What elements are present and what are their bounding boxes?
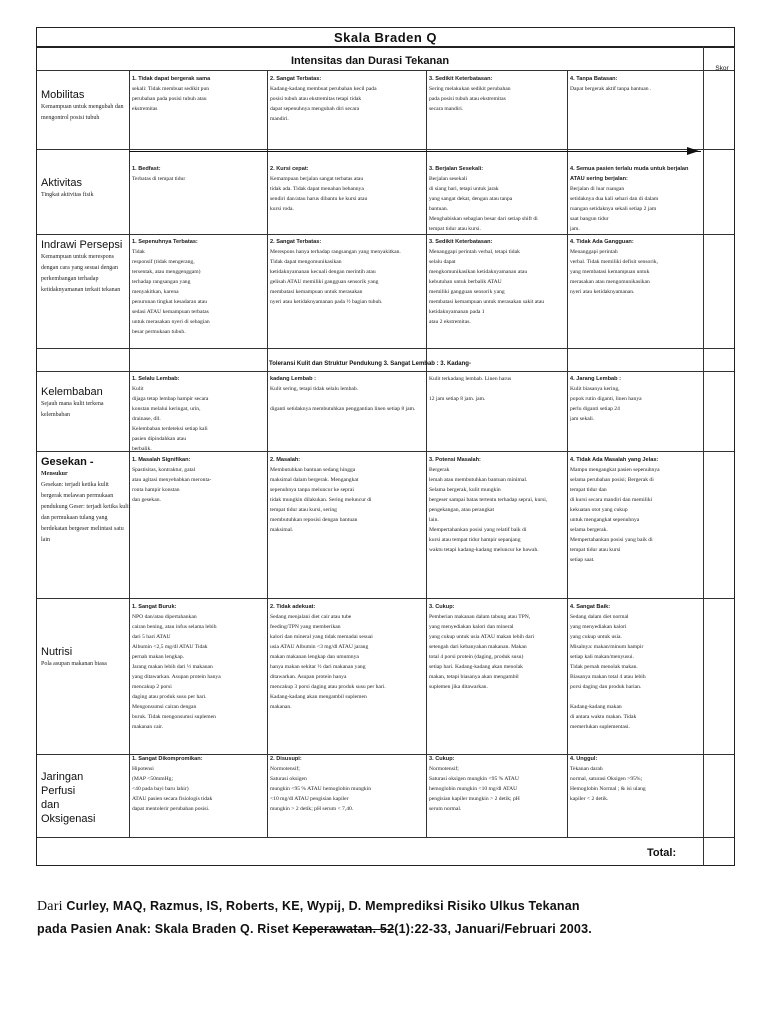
cell-line: Kulit sering, tetapi tidak selalu lembab. <box>270 386 359 392</box>
score-cell-indrawi-4 <box>570 237 700 297</box>
cell-heading: 3. Cukup: <box>429 604 455 610</box>
cell-line: bergeser sampai batas tertentu terhadap seprai, kursi, <box>429 497 548 503</box>
cell-line: membatasi kemampuan untuk merasakan sakit atau <box>429 299 545 305</box>
total-label: Total: <box>647 847 677 859</box>
cell-line: ronta hampir konstan <box>132 487 180 493</box>
cell-line: normal, saturasi Oksigen >95%; <box>570 776 643 782</box>
cell-line: Saturasi oksigen mungkin <95 % ATAU <box>429 776 519 782</box>
cell-heading: 4. Unggul: <box>570 756 598 762</box>
cell-line: 12 jam setiap 8 jam. jam. <box>429 396 486 402</box>
cell-line: Berjalan di luar ruangan <box>570 186 625 192</box>
cell-line: membutuhkan reposisi dengan bantuan <box>270 517 358 523</box>
score-cell-mobilitas-1 <box>132 74 264 114</box>
cell-line: Hipotensi <box>132 766 154 772</box>
score-cell-aktivitas-3 <box>429 164 565 234</box>
cell-line: pengekangan, atau perangkat <box>429 507 495 513</box>
cell-line: Hemoglobin Normal ; & isi ulang <box>570 786 646 792</box>
cell-heading: 2. Disusupi: <box>270 756 302 762</box>
cell-line: ruangan setidaknya sekali setiap 2 jam <box>570 206 657 212</box>
cell-line: makan makanan lengkap dan umumnya <box>270 654 359 660</box>
cell-line: mungkin > 2 detik; pH serum < 7,40. <box>270 806 354 812</box>
cell-line: tidak ada. Tidak dapat menahan bebannya <box>270 186 364 192</box>
score-cell-kelembaban-4 <box>570 374 700 424</box>
cell-line <box>270 394 424 404</box>
cell-line: jam. <box>570 226 580 232</box>
cell-line: Sering melakukan sedikit perubahan <box>429 86 511 92</box>
cell-line: (MAP <50mmHg; <box>132 776 174 782</box>
row-divider <box>37 348 734 349</box>
cell-line: saat bangun tidur <box>570 216 609 222</box>
cell-line: Pemberian makanan dalam tabung atau TPN, <box>429 614 531 620</box>
cell-line: NPO dan/atau dipertahankan <box>132 614 197 620</box>
cell-line: kebutuhan untuk berbalik ATAU <box>429 279 502 285</box>
score-cell-mobilitas-3 <box>429 74 565 114</box>
cell-line: nyeri atau ketidaknyamanan pada ½ bagian tubuh. <box>270 299 383 305</box>
cell-line: Kadang-kadang makan <box>570 704 622 710</box>
row-header-mobilitas: Mobilitas Kemampuan untuk mengubah dan mengontrol posisi tubuh <box>41 89 124 121</box>
cell-heading: 4. Tanpa Batasan: <box>570 76 618 82</box>
score-cell-nutrisi-2 <box>270 602 424 712</box>
cell-line: dapat mentolerir perubahan posisi. <box>132 806 210 812</box>
cell-heading: 2. Kursi cepat: <box>270 166 309 172</box>
cell-line: daging atau produk susu per hari. <box>132 694 207 700</box>
cell-line: Jarang makan lebih dari ½ makanan <box>132 664 213 670</box>
cell-line: Mempertahankan posisi yang relatif baik di <box>429 527 527 533</box>
cell-line: Kadang-kadang membuat perubahan kecil pada <box>270 86 377 92</box>
cell-line: menyakitkan, karena <box>132 289 179 295</box>
cell-line: mencakup 3 porsi daging atau produk susu per hari. <box>270 684 386 690</box>
column-divider <box>567 70 568 837</box>
cell-line: di kursi secara mandiri dan memiliki <box>570 497 653 503</box>
score-column-divider <box>703 46 704 866</box>
cell-line: mungkin <95 % ATAU hemoglobin mungkin <box>270 786 372 792</box>
cell-line: Kulit biasanya kering, <box>570 386 620 392</box>
score-cell-indrawi-3 <box>429 237 565 327</box>
cell-line: penurunan tingkat kesadaran atau <box>132 299 208 305</box>
cell-line: besar permukaan tubuh. <box>132 329 186 335</box>
cell-line: ditawarkan. Asupan protein hanya <box>270 674 347 680</box>
cell-line: selalu dapat <box>429 259 456 265</box>
cell-heading: 3. Cukup: <box>429 756 455 762</box>
cell-line: Normotensif; <box>429 766 459 772</box>
cell-line: buruk. Tidak mengonsumsi suplemen <box>132 714 216 720</box>
score-cell-gesekan-3 <box>429 455 565 555</box>
cell-line: posisi tubuh atau ekstremitas tetapi tidak <box>270 96 362 102</box>
cell-heading: 3. Potensi Masalah: <box>429 457 481 463</box>
cell-line: pernah makan lengkap. <box>132 654 185 660</box>
cell-line: pada posisi tubuh atau ekstremitas <box>429 96 506 102</box>
cell-line: bantuan. <box>429 206 449 212</box>
cell-line: sendiri dan/atau harus dibantu ke kursi atau <box>270 196 368 202</box>
cell-line: memerlukan suplementasi. <box>570 724 630 730</box>
cell-line: mengkomunikasikan ketidaknyamanan atau <box>429 269 528 275</box>
cell-line: ekstremitas <box>132 106 158 112</box>
title-divider <box>37 46 734 48</box>
cell-line: makanan cair. <box>132 724 164 730</box>
cell-line: untuk merasakan nyeri di sebagian <box>132 319 210 325</box>
cell-line: tempat tidur atau kursi <box>570 547 621 553</box>
table-subtitle: Intensitas dan Durasi Tekanan <box>290 55 450 67</box>
cell-line: kekuatan otot yang cukup <box>570 507 628 513</box>
score-cell-jaringan-3 <box>429 754 565 814</box>
cell-line: kalori dan mineral yang tidak memadai sesuai <box>270 634 373 640</box>
row-header-aktivitas: Aktivitas Tingkat aktivitas fisik <box>41 177 94 198</box>
cell-heading: 2. Sangat Terbatas: <box>270 239 322 245</box>
cell-line: Merespons hanya terhadap rangsangan yang menyakitkan. <box>270 249 401 255</box>
row-header-jaringan: Jaringan Perfusi dan Oksigenasi <box>41 771 96 825</box>
cell-line: Saturasi oksigen <box>270 776 307 782</box>
score-cell-nutrisi-3 <box>429 602 565 692</box>
cell-line: Berjalan sesekali <box>429 176 468 182</box>
cell-line: Bergerak <box>429 467 450 473</box>
cell-heading: 1. Selalu Lembab: <box>132 376 180 382</box>
score-cell-aktivitas-2 <box>270 164 424 214</box>
cell-line: Biasanya makan total 4 atau lebih <box>570 674 646 680</box>
arrow-right-icon <box>687 147 699 155</box>
cell-heading: 2. Sangat Terbatas: <box>270 76 322 82</box>
cell-line: Kulit terkadang lembab. Linen harus <box>429 376 512 382</box>
cell-line: di siang hari, tetapi untuk jarak <box>429 186 499 192</box>
page-title: Skala Braden Q <box>333 30 438 45</box>
row-divider <box>37 837 734 838</box>
cell-line: Mempertahankan posisi yang baik di <box>570 537 653 543</box>
cell-line: Terbatas di tempat tidur <box>132 176 186 182</box>
cell-line: secara mandiri. <box>429 106 464 112</box>
cell-line: berbalik. <box>132 446 152 450</box>
cell-line: yang cukup untuk usia ATAU makan lebih dari <box>429 634 535 640</box>
cell-line: pasien dipindahkan atau <box>132 436 187 442</box>
cell-line: Menanggapi perintah <box>570 249 618 255</box>
cell-heading: 1. Sangat Dikompromikan: <box>132 756 203 762</box>
cell-line: Selama bergerak, kulit mungkin <box>429 487 501 493</box>
cell-line: verbal. Tidak memiliki defisit sensorik, <box>570 259 658 265</box>
cell-line: Mengonsumsi cairan dengan <box>132 704 197 710</box>
cell-line: membatasi kemampuan untuk merasakan <box>270 289 363 295</box>
cell-line: drainase, dll. <box>132 416 161 422</box>
score-cell-aktivitas-4 <box>570 164 700 234</box>
cell-line: Tidak pernah menolak makan. <box>570 664 638 670</box>
score-cell-mobilitas-2 <box>270 74 424 124</box>
cell-line: kapiler < 2 detik. <box>570 796 609 802</box>
score-cell-indrawi-2 <box>270 237 424 307</box>
cell-line: setiap kali makan/menyusui. <box>570 654 634 660</box>
cell-line: responsif (tidak mengerang, <box>132 259 195 265</box>
cell-line: Kemampuan berjalan sangat terbatas atau <box>270 176 364 182</box>
cell-line: makanan. <box>270 704 292 710</box>
score-cell-mobilitas-4 <box>570 74 700 94</box>
citation: Dari Curley, MAQ, Razmus, IS, Roberts, KE, Wypij, D. Memprediksi Risiko Ulkus Tekanan pada Pasien Anak: Skala Braden Q. Riset Keperawatan. 52(1):22-33, Januari/Februari 2003. <box>37 899 592 936</box>
cell-line: waktu tetapi kadang-kadang meluncur ke bawah. <box>429 547 539 553</box>
cell-heading: 4. Tidak Ada Masalah yang Jelas: <box>570 457 659 463</box>
cell-line: memiliki gangguan sensorik yang <box>429 289 505 295</box>
cell-heading: 3. Berjalan Sesekali: <box>429 166 484 172</box>
cell-line: lain. <box>429 517 439 523</box>
cell-heading: 1. Tidak dapat bergerak sama <box>132 76 211 82</box>
cell-line: kursi atau tempat tidur hampir sepanjang <box>429 537 521 543</box>
cell-line: merasakan atau mengomunikasikan <box>570 279 650 285</box>
cell-line: tempat tidur atau kursi. <box>429 226 481 232</box>
cell-line: Menghabiskan sebagian besar dari setiap shift di <box>429 216 538 222</box>
cell-line: di antara waktu makan. Tidak <box>570 714 637 720</box>
cell-line: Tidak dapat mengomunikasikan <box>270 259 342 265</box>
cell-line: gelisah ATAU memiliki gangguan sensorik yang <box>270 279 379 285</box>
cell-line: Tidak <box>132 249 145 255</box>
score-cell-kelembaban-3 <box>429 374 565 404</box>
cell-line: jam sekali. <box>570 416 595 422</box>
row-header-indrawi: Indrawi Persepsi Kemampuan untuk merespons dengan cara yang sesuai dengan perkembangan terhadap ketidaknyamanan terkait tekanan <box>41 239 123 293</box>
cell-line: feeding/TPN yang memberikan <box>270 624 341 630</box>
cell-line <box>429 384 565 394</box>
cell-line: tempat tidur atau kursi, sering <box>270 507 337 513</box>
cell-line: usia ATAU Albumin <3 mg/dl ATAU jarang <box>270 644 369 650</box>
cell-line: porsi daging dan produk harian. <box>570 684 642 690</box>
cell-line: yang ditawarkan. Asupan protein hanya <box>132 674 221 680</box>
cell-line: hemoglobin mungkin <10 mg/dl ATAU <box>429 786 518 792</box>
cell-line: dapat sepenuhnya mengubah diri secara <box>270 106 360 112</box>
braden-q-table <box>36 27 735 866</box>
cell-line: makan, tetapi biasanya akan mengambil <box>429 674 519 680</box>
row-divider <box>37 234 734 235</box>
cell-heading: 1. Sepenuhnya Terbatas: <box>132 239 198 245</box>
cell-heading: 4. Semua pasien terlalu muda untuk berjalan ATAU sering berjalan: <box>570 166 689 182</box>
cell-line: ATAU pasien secara fisiologis tidak <box>132 796 213 802</box>
score-cell-gesekan-4 <box>570 455 700 565</box>
cell-line: total 4 porsi protein (daging, produk susu) <box>429 654 524 660</box>
score-header: Skor <box>715 65 729 72</box>
row-divider <box>37 371 734 372</box>
cell-line: yang menyediakan kalori dan mineral <box>429 624 514 630</box>
column-divider <box>426 70 427 837</box>
score-cell-jaringan-4 <box>570 754 700 804</box>
cell-heading: 4. Tidak Ada Gangguan: <box>570 239 634 245</box>
cell-line: Kadang-kadang akan mengambil suplemen <box>270 694 367 700</box>
cell-line: Dapat bergerak aktif tanpa bantuan . <box>570 86 652 92</box>
cell-line: atau 2 ekstremitas. <box>429 319 471 325</box>
cell-line: mencakup 2 porsi <box>132 684 172 690</box>
cell-line: maksimal dalam bergerak. Mengangkat <box>270 477 359 483</box>
score-cell-nutrisi-1 <box>132 602 264 732</box>
cell-line: Menanggapi perintah verbal, tetapi tidak <box>429 249 520 255</box>
column-divider <box>267 70 268 837</box>
cell-line: Sedang dalam diet normal <box>570 614 629 620</box>
cell-line: yang menyediakan kalori <box>570 624 627 630</box>
cell-line: tidak mungkin dilakukan. Sering meluncur di <box>270 497 372 503</box>
cell-heading: 1. Sangat Buruk: <box>132 604 177 610</box>
cell-line: yang sangat dekat, dengan atau tanpa <box>429 196 513 202</box>
cell-line: nyeri atau ketidaknyamanan. <box>570 289 635 295</box>
tolerance-label: Toleransi Kulit dan Struktur Pendukung 3. Sangat Lembab : 3. Kadang- <box>269 361 471 367</box>
score-cell-indrawi-1 <box>132 237 264 337</box>
row-header-gesekan: Gesekan - Mensukur Gesekan: terjadi ketika kulit bergerak melawan permukaan pendukung Geser: terjadi ketika kulit dan permukaan tulang yang berdekatan bergeser melintasi satu lain <box>41 456 131 543</box>
cell-line: Spastisitas, kontraktur, gatal <box>132 467 196 473</box>
cell-line: Mampu mengangkat pasien sepenuhnya <box>570 467 660 473</box>
cell-line: dan gesekan. <box>132 497 161 503</box>
cell-line: kursi roda. <box>270 206 294 212</box>
score-cell-gesekan-1 <box>132 455 264 505</box>
cell-line: yang cukup untuk usia. <box>570 634 622 640</box>
cell-line: <40 pada bayi baru lahir) <box>132 786 189 792</box>
cell-line: setiap hari. Kadang-kadang akan menolak <box>429 664 523 670</box>
cell-line: lemah atau membutuhkan bantuan minimal. <box>429 477 528 483</box>
cell-line: terhadap rangsangan yang <box>132 279 191 285</box>
cell-line: selama perubahan posisi; Bergerak di <box>570 477 654 483</box>
score-cell-aktivitas-1 <box>132 164 264 184</box>
cell-line: Misalnya: makan/minum hampir <box>570 644 644 650</box>
cell-line: sepenuhnya tanpa meluncur ke seprai <box>270 487 354 493</box>
cell-heading: 1. Masalah Signifikan: <box>132 457 191 463</box>
cell-line: untuk mengangkat sepenuhnya <box>570 517 640 523</box>
cell-heading: 2. Tidak adekuat: <box>270 604 316 610</box>
cell-line: konstan melalui keringat, urin, <box>132 406 201 412</box>
cell-heading: 1. Bedfast: <box>132 166 161 172</box>
cell-line: dari 5 hari ATAU <box>132 634 171 640</box>
cell-line: cairan bening, atau infus selama lebih <box>132 624 217 630</box>
cell-line: Sedang menjalani diet cair atau tube <box>270 614 352 620</box>
row-divider <box>37 70 734 71</box>
cell-line: tersentak, atau menggenggam) <box>132 269 201 275</box>
cell-line: popok rutin diganti, linen hanya <box>570 396 642 402</box>
cell-line: Membutuhkan bantuan sedang hingga <box>270 467 356 473</box>
cell-line: hanya makan sekitar ½ dari makanan yang <box>270 664 366 670</box>
cell-line: sedasi ATAU kemampuan terbatas <box>132 309 209 315</box>
cell-line: pengisian kapiler mungkin > 2 detik; pH <box>429 796 520 802</box>
cell-line: ketidaknyamanan pada 1 <box>429 309 485 315</box>
cell-heading: 3. Sedikit Keterbatasan: <box>429 76 493 82</box>
cell-line: sekali: Tidak membuat sedikit pun <box>132 86 210 92</box>
row-header-kelembaban: Kelembaban Sejauh mana kulit terkena kelembaban <box>41 386 104 418</box>
cell-heading: 2. Masalah: <box>270 457 301 463</box>
cell-heading: 4. Jarang Lembab : <box>570 376 621 382</box>
cell-line: setidaknya dua kali sehari dan di dalam <box>570 196 659 202</box>
score-cell-kelembaban-1 <box>132 374 264 450</box>
arrow-line <box>129 151 701 152</box>
cell-line: setengah dari kebanyakan makanan. Makan <box>429 644 527 650</box>
cell-line: Tekanan darah <box>570 766 603 772</box>
score-cell-nutrisi-4 <box>570 602 700 732</box>
cell-line: diganti setidaknya membutuhkan penggantian linen setiap 8 jam. <box>270 406 416 412</box>
cell-line: <10 mg/dl ATAU pengisian kapiler <box>270 796 349 802</box>
cell-line: Kulit <box>132 386 144 392</box>
cell-line: Normotensif; <box>270 766 300 772</box>
cell-line: serum normal. <box>429 806 462 812</box>
row-divider <box>37 149 734 150</box>
score-cell-gesekan-2 <box>270 455 424 535</box>
cell-line: maksimal. <box>270 527 294 533</box>
cell-line: mandiri. <box>270 116 289 122</box>
row-divider <box>37 451 734 452</box>
cell-line: atau agitasi menyebabkan meronta- <box>132 477 212 483</box>
cell-heading: 4. Sangat Baik: <box>570 604 611 610</box>
cell-line <box>570 692 700 702</box>
cell-line: ketidaknyamanan kecuali dengan merintih atau <box>270 269 376 275</box>
score-cell-jaringan-1 <box>132 754 264 814</box>
cell-line: selama bergerak. <box>570 527 608 533</box>
cell-line: tempat tidur dan <box>570 487 607 493</box>
cell-line: perubahan pada posisi tubuh atau <box>132 96 207 102</box>
score-cell-kelembaban-2 <box>270 374 424 414</box>
cell-line: Kelembaban terdeteksi setiap kali <box>132 426 208 432</box>
score-cell-jaringan-2 <box>270 754 424 814</box>
cell-line: setiap saat. <box>570 557 595 563</box>
cell-line: Albumin <2,5 mg/dl ATAU Tidak <box>132 644 208 650</box>
row-header-nutrisi: Nutrisi Pola asupan makanan biasa <box>41 646 107 667</box>
cell-heading: kadang Lembab : <box>270 376 317 382</box>
cell-line: perlu diganti setiap 24 <box>570 406 620 412</box>
cell-line: dijaga tetap lembap hampir secara <box>132 396 209 402</box>
cell-heading: 3. Sedikit Keterbatasan: <box>429 239 493 245</box>
row-divider <box>37 598 734 599</box>
cell-line: suplemen jika ditawarkan. <box>429 684 488 690</box>
cell-line: yang membatasi kemampuan untuk <box>570 269 650 275</box>
